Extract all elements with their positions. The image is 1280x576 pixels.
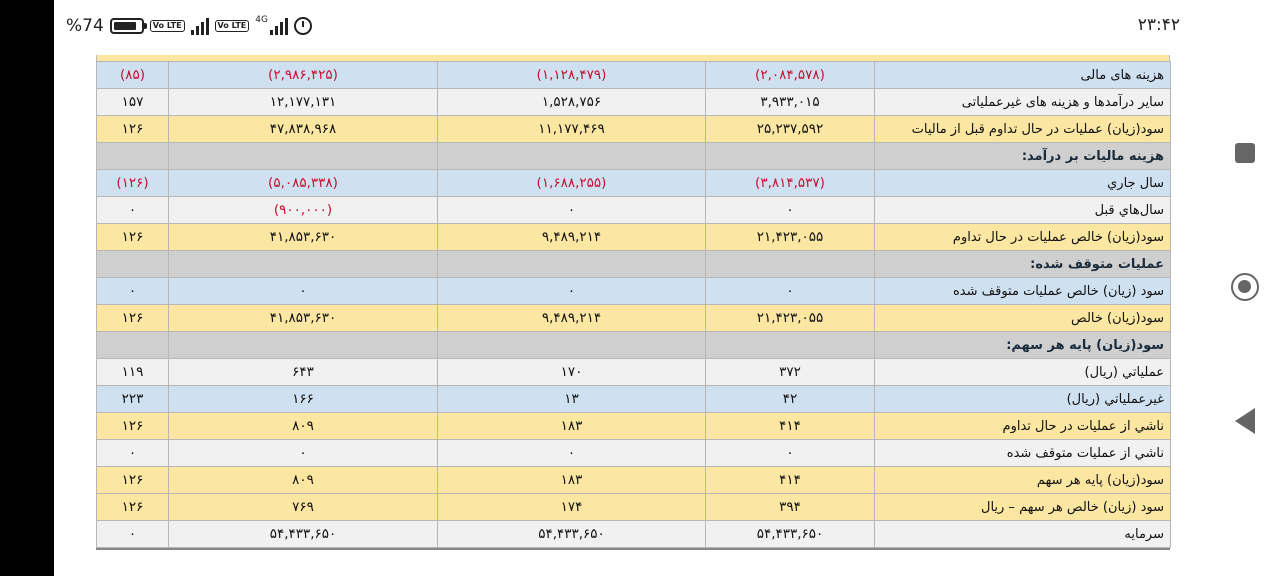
- table-row: [97, 494, 1171, 521]
- row-value-col1: ۴۲: [706, 386, 875, 413]
- row-label: سود(زیان) خالص عملیات در حال تداوم: [875, 224, 1171, 251]
- financial-table-container: [96, 55, 1170, 550]
- row-label: هزینه های مالی: [875, 62, 1171, 89]
- row-value-col3: (۹۰۰,۰۰۰): [169, 197, 438, 224]
- row-value-col4: ۱۲۶: [97, 413, 169, 440]
- back-button[interactable]: [1235, 408, 1255, 434]
- signal-icon-2: [270, 17, 288, 35]
- volte-icon-2: Vo LTE: [215, 20, 250, 32]
- row-value-col4: ۱۲۶: [97, 224, 169, 251]
- row-value-col1: [706, 251, 875, 278]
- row-value-col4: ۰: [97, 440, 169, 467]
- row-value-col4: (۸۵): [97, 62, 169, 89]
- row-value-col2: ۱۸۳: [438, 413, 706, 440]
- table-row: [97, 170, 1171, 197]
- row-value-col3: ۷۶۹: [169, 494, 438, 521]
- row-value-col1: [706, 143, 875, 170]
- app-screen: [54, 0, 1212, 576]
- row-value-col2: ۰: [438, 197, 706, 224]
- row-label: سال جاري: [875, 170, 1171, 197]
- table-row: [97, 305, 1171, 332]
- row-value-col4: ۰: [97, 521, 169, 548]
- row-value-col2: ۹,۴۸۹,۲۱۴: [438, 305, 706, 332]
- row-value-col2: ۱,۵۲۸,۷۵۶: [438, 89, 706, 116]
- table-row: [97, 278, 1171, 305]
- row-value-col2: ۱۳: [438, 386, 706, 413]
- row-value-col3: ۴۱,۸۵۳,۶۳۰: [169, 224, 438, 251]
- row-label: سود(زیان) خالص: [875, 305, 1171, 332]
- row-value-col3: ۸۰۹: [169, 467, 438, 494]
- row-label: سال‌هاي قبل: [875, 197, 1171, 224]
- row-value-col4: ۱۲۶: [97, 116, 169, 143]
- row-value-col4: ۱۲۶: [97, 494, 169, 521]
- row-label: سود(زیان) پایه هر سهم: [875, 467, 1171, 494]
- row-label: ناشي از عملیات متوقف شده: [875, 440, 1171, 467]
- row-value-col3: [169, 332, 438, 359]
- row-value-col1: ۲۵,۲۳۷,۵۹۲: [706, 116, 875, 143]
- status-icons: [66, 14, 312, 38]
- table-row: [97, 467, 1171, 494]
- row-label: هزینه مالیات بر درآمد:: [875, 143, 1171, 170]
- row-value-col1: ۵۴,۴۳۳,۶۵۰: [706, 521, 875, 548]
- row-value-col2: (۱,۶۸۸,۲۵۵): [438, 170, 706, 197]
- row-value-col1: ۲۱,۴۲۳,۰۵۵: [706, 224, 875, 251]
- row-value-col1: [706, 332, 875, 359]
- row-value-col4: ۱۱۹: [97, 359, 169, 386]
- table-row: [97, 440, 1171, 467]
- battery-percent: 74: [82, 16, 104, 36]
- table-bottom-border: [96, 548, 1170, 550]
- recents-button[interactable]: [1235, 143, 1255, 163]
- row-value-col4: ۱۲۶: [97, 305, 169, 332]
- table-row: [97, 521, 1171, 548]
- status-bar: [54, 0, 1212, 52]
- row-value-col4: ۰: [97, 197, 169, 224]
- row-value-col3: ۸۰۹: [169, 413, 438, 440]
- row-value-col1: ۴۱۴: [706, 413, 875, 440]
- income-statement-table: [96, 61, 1171, 548]
- table-row: [97, 359, 1171, 386]
- table-row: [97, 413, 1171, 440]
- status-time: ۲۳:۴۲: [1137, 15, 1180, 35]
- row-value-col1: ۳۹۴: [706, 494, 875, 521]
- row-value-col2: ۵۴,۴۳۳,۶۵۰: [438, 521, 706, 548]
- table-row: [97, 386, 1171, 413]
- home-button[interactable]: [1231, 273, 1259, 301]
- row-value-col3: ۰: [169, 278, 438, 305]
- row-value-col3: [169, 143, 438, 170]
- network-type: 4G: [255, 15, 268, 25]
- row-value-col3: ۴۷,۸۳۸,۹۶۸: [169, 116, 438, 143]
- row-value-col2: ۱۸۳: [438, 467, 706, 494]
- row-value-col4: (۱۲۶): [97, 170, 169, 197]
- table-row: [97, 197, 1171, 224]
- row-value-col3: ۱۶۶: [169, 386, 438, 413]
- row-value-col4: ۰: [97, 278, 169, 305]
- row-value-col2: ۰: [438, 440, 706, 467]
- system-nav-bar: [1212, 0, 1280, 576]
- row-value-col2: [438, 251, 706, 278]
- row-label: ناشي از عملیات در حال تداوم: [875, 413, 1171, 440]
- battery-percent-sign: %: [66, 16, 83, 36]
- signal-icon: [191, 17, 209, 35]
- row-value-col1: ۰: [706, 278, 875, 305]
- table-row: [97, 116, 1171, 143]
- row-value-col2: ۱۷۰: [438, 359, 706, 386]
- row-value-col2: ۱۷۴: [438, 494, 706, 521]
- table-row: [97, 224, 1171, 251]
- row-value-col1: (۳,۸۱۴,۵۳۷): [706, 170, 875, 197]
- row-value-col1: ۳,۹۳۳,۰۱۵: [706, 89, 875, 116]
- row-value-col2: ۹,۴۸۹,۲۱۴: [438, 224, 706, 251]
- row-value-col1: ۳۷۲: [706, 359, 875, 386]
- row-value-col4: ۱۲۶: [97, 467, 169, 494]
- table-row: [97, 62, 1171, 89]
- table-row: [97, 89, 1171, 116]
- row-value-col1: ۰: [706, 440, 875, 467]
- row-value-col3: ۰: [169, 440, 438, 467]
- row-value-col3: ۴۱,۸۵۳,۶۳۰: [169, 305, 438, 332]
- row-value-col2: ۱۱,۱۷۷,۴۶۹: [438, 116, 706, 143]
- row-label: سود (زیان) خالص هر سهم – ریال: [875, 494, 1171, 521]
- alarm-icon: [294, 17, 312, 35]
- row-label: سود(زیان) عملیات در حال تداوم قبل از مالیات: [875, 116, 1171, 143]
- row-label: سرمایه: [875, 521, 1171, 548]
- battery-icon: [110, 18, 144, 34]
- row-label: سایر درآمدها و هزینه های غیرعملیاتی: [875, 89, 1171, 116]
- row-value-col1: (۲,۰۸۴,۵۷۸): [706, 62, 875, 89]
- row-value-col1: ۰: [706, 197, 875, 224]
- row-label: عملیات متوقف شده:: [875, 251, 1171, 278]
- row-value-col4: ۱۵۷: [97, 89, 169, 116]
- row-value-col2: (۱,۱۲۸,۴۷۹): [438, 62, 706, 89]
- row-value-col4: ۲۲۳: [97, 386, 169, 413]
- row-value-col1: ۲۱,۴۲۳,۰۵۵: [706, 305, 875, 332]
- row-value-col2: [438, 143, 706, 170]
- row-label: عملیاتي (ریال): [875, 359, 1171, 386]
- row-value-col3: (۲,۹۸۶,۴۲۵): [169, 62, 438, 89]
- row-value-col2: [438, 332, 706, 359]
- table-row: [97, 251, 1171, 278]
- row-value-col4: [97, 251, 169, 278]
- row-label: سود(زیان) پایه هر سهم:: [875, 332, 1171, 359]
- row-value-col3: ۱۲,۱۷۷,۱۳۱: [169, 89, 438, 116]
- row-label: غیرعملیاتي (ریال): [875, 386, 1171, 413]
- row-value-col4: [97, 143, 169, 170]
- volte-icon: Vo LTE: [150, 20, 185, 32]
- row-value-col1: ۴۱۴: [706, 467, 875, 494]
- row-value-col3: (۵,۰۸۵,۳۳۸): [169, 170, 438, 197]
- row-value-col3: ۶۴۳: [169, 359, 438, 386]
- row-value-col4: [97, 332, 169, 359]
- row-value-col3: ۵۴,۴۳۳,۶۵۰: [169, 521, 438, 548]
- table-row: [97, 332, 1171, 359]
- row-label: سود (زیان) خالص عملیات متوقف شده: [875, 278, 1171, 305]
- row-value-col3: [169, 251, 438, 278]
- row-value-col2: ۰: [438, 278, 706, 305]
- table-body: [97, 62, 1171, 548]
- table-row: [97, 143, 1171, 170]
